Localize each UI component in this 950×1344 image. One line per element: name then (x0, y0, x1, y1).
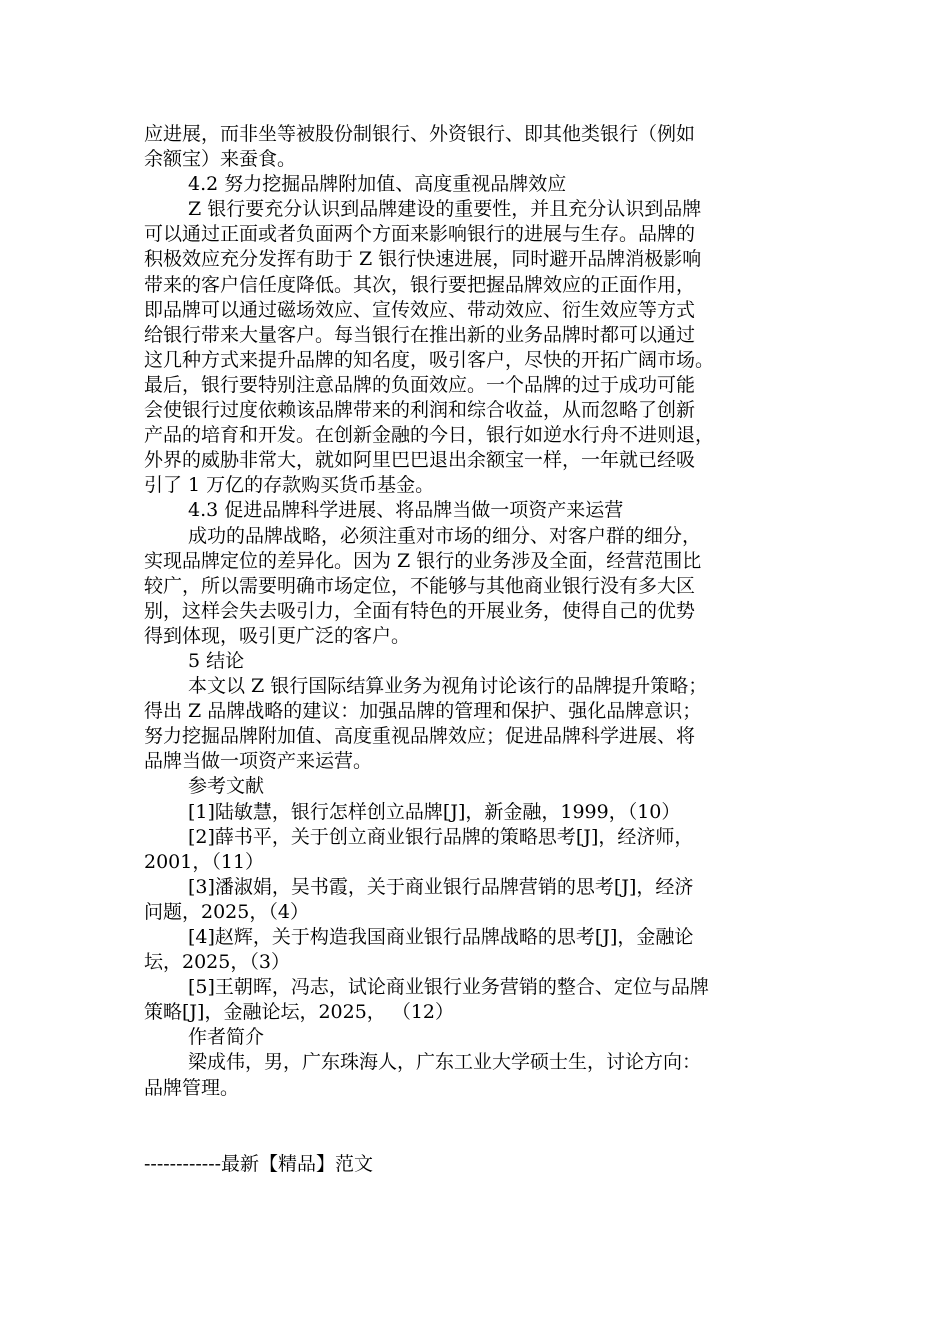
text-line: 带来的客户信任度降低。其次，银行要把握品牌效应的正面作用， (144, 273, 696, 296)
text-line: 可以通过正面或者负面两个方面来影响银行的进展与生存。品牌的 (144, 223, 696, 246)
text-line: 较广，所以需要明确市场定位，不能够与其他商业银行没有多大区 (144, 574, 696, 597)
text-line: 这几种方式来提升品牌的知名度，吸引客户，尽快的开拓广阔市场。 (144, 348, 715, 371)
text-line: 品牌当做一项资产来运营。 (144, 750, 373, 773)
paragraph-first-line: Z 银行要充分认识到品牌建设的重要性，并且充分认识到品牌 (188, 198, 702, 221)
text-line: 问题，2025，（4） (144, 900, 309, 923)
paragraph-first-line: 参考文献 (188, 775, 265, 798)
text-line: 别，这样会失去吸引力，全面有特色的开展业务，使得自己的优势 (144, 599, 696, 622)
paragraph-first-line: [2]薛书平，关于创立商业银行品牌的策略思考[J]，经济师， (188, 825, 694, 848)
text-line: 即品牌可以通过磁场效应、宣传效应、带动效应、衍生效应等方式 (144, 298, 696, 321)
text-line: 品牌管理。 (144, 1076, 240, 1099)
text-line: 会使银行过度依赖该品牌带来的利润和综合收益，从而忽略了创新 (144, 399, 696, 422)
paragraph-first-line: 4.3 促进品牌科学进展、将品牌当做一项资产来运营 (188, 499, 624, 522)
text-line: 2001，（11） (144, 850, 265, 873)
text-line: 实现品牌定位的差异化。因为 Z 银行的业务涉及全面，经营范围比 (144, 549, 702, 572)
page-footer: ------------最新【精品】范文 (144, 1153, 374, 1175)
paragraph-first-line: 5 结论 (188, 649, 245, 672)
text-line: 给银行带来大量客户。每当银行在推出新的业务品牌时都可以通过 (144, 323, 696, 346)
text-line: 产品的培育和开发。在创新金融的今日，银行如逆水行舟不进则退， (144, 424, 715, 447)
text-line: 应进展，而非坐等被股份制银行、外资银行、即其他类银行（例如 (144, 123, 696, 145)
paragraph-first-line: [1]陆敏慧，银行怎样创立品牌[J]，新金融，1999，（10） (188, 800, 681, 823)
text-line: 引了 1 万亿的存款购买货币基金。 (144, 474, 435, 497)
document-body (144, 122, 808, 1101)
text-line: 积极效应充分发挥有助于 Z 银行快速进展，同时避开品牌消极影响 (144, 248, 702, 271)
paragraph-first-line: [4]赵辉，关于构造我国商业银行品牌战略的思考[J]，金融论 (188, 926, 694, 948)
paragraph-first-line: 本文以 Z 银行国际结算业务为视角讨论该行的品牌提升策略； (188, 675, 708, 698)
text-line: 外界的威胁非常大，就如阿里巴巴退出余额宝一样，一年就已经吸 (144, 449, 696, 472)
paragraph-first-line: [3]潘淑娟，吴书霞，关于商业银行品牌营销的思考[J]，经济 (188, 875, 694, 898)
text-line: 得到体现，吸引更广泛的客户。 (144, 624, 411, 647)
paragraph-first-line: 成功的品牌战略，必须注重对市场的细分、对客户群的细分， (188, 524, 702, 547)
text-line: 余额宝）来蚕食。 (144, 148, 297, 171)
text-line: 最后，银行要特别注意品牌的负面效应。一个品牌的过于成功可能 (144, 373, 696, 396)
text-line: 策略[J]，金融论坛，2025， （12） (144, 1001, 455, 1024)
paragraph-first-line: 4.2 努力挖掘品牌附加值、高度重视品牌效应 (188, 173, 567, 196)
text-line: 努力挖掘品牌附加值、高度重视品牌效应；促进品牌科学进展、将 (144, 725, 696, 748)
paragraph-first-line: 作者简介 (188, 1026, 265, 1049)
text-line: 坛，2025，（3） (144, 951, 290, 974)
paragraph-first-line: [5]王朝晖，冯志，试论商业银行业务营销的整合、定位与品牌 (188, 976, 709, 999)
text-line: 得出 Z 品牌战略的建议：加强品牌的管理和保护、强化品牌意识； (144, 700, 702, 723)
paragraph-first-line: 梁成伟，男，广东珠海人，广东工业大学硕士生，讨论方向： (188, 1051, 702, 1074)
